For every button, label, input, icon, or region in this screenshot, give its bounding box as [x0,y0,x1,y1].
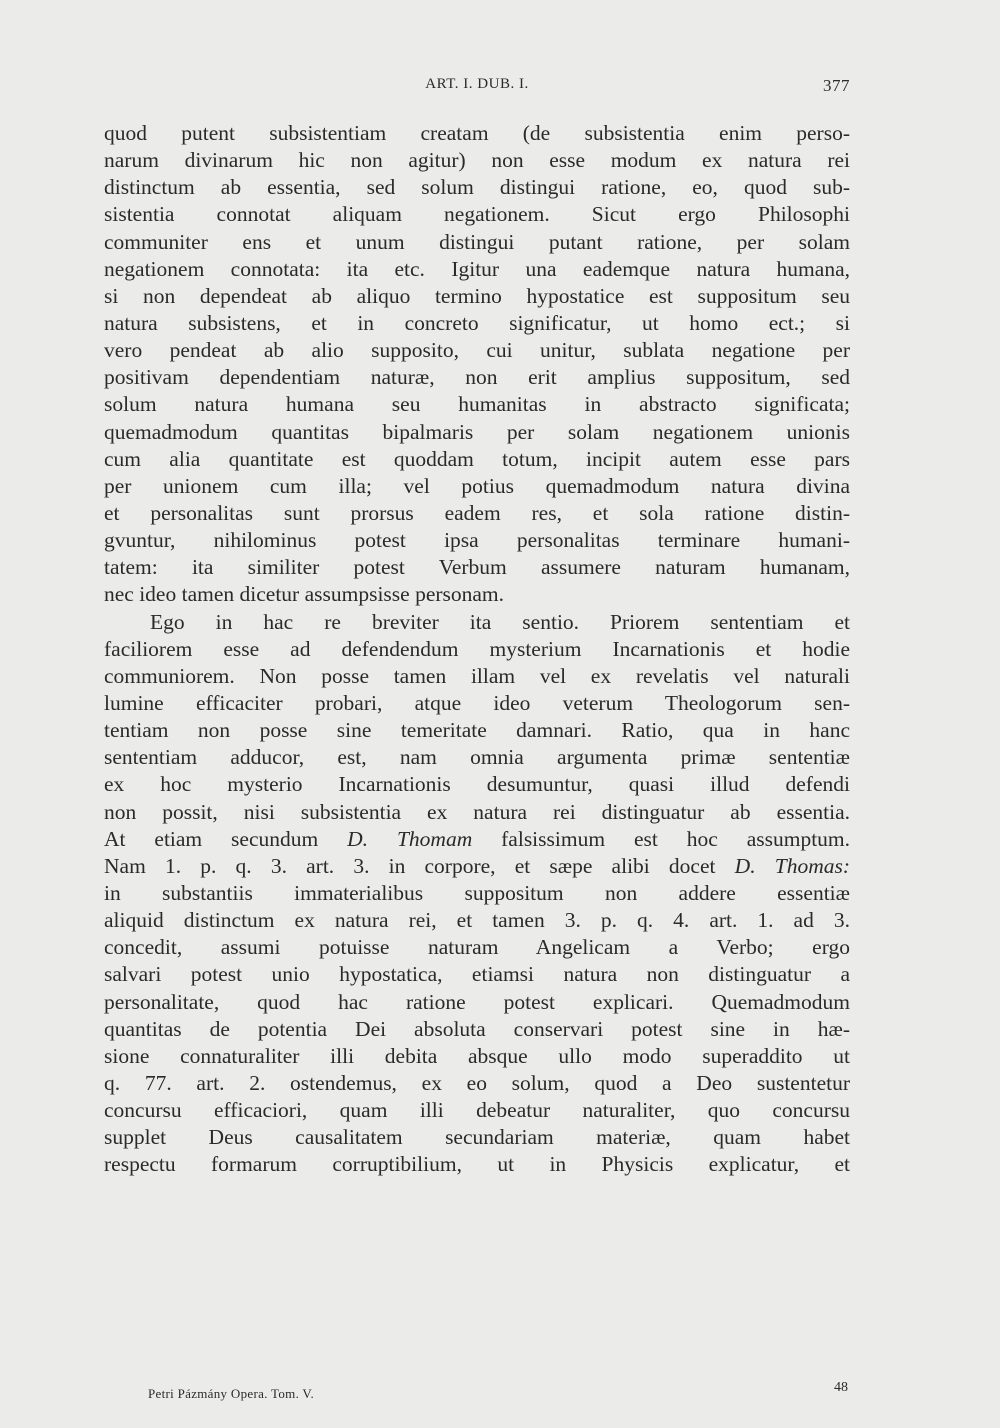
text-line: ex hoc mysterio Incarnationis desumuntur, quasi illud defendi [104,772,850,797]
text-line: natura subsistens, et in concreto significatur, ut homo ect.; si [104,310,850,335]
text-line: si non dependeat ab aliquo termino hypostatice est suppositum seu [104,283,850,308]
text-segment-italic: D. Thomam [347,826,473,851]
text-line: gvuntur, nihilominus potest ipsa personalitas terminare humani- [104,528,850,553]
text-line: positivam dependentiam naturæ, non erit amplius suppositum, sed [104,365,850,390]
text-line: tatem: ita similiter potest Verbum assumere naturam humanam, [104,555,850,580]
text-line: supplet Deus causalitatem secundariam materiæ, quam habet [104,1125,850,1150]
text-line: solum natura humana seu humanitas in abstracto significata; [104,392,850,417]
signature-mark: 48 [834,1380,848,1395]
text-segment: falsissimum est hoc assumptum. [501,826,851,851]
text-line: distinctum ab essentia, sed solum distingui ratione, eo, quod sub- [104,175,850,200]
body-text [104,120,850,1178]
text-line: et personalitas sunt prorsus eadem res, et sola ratione distin- [104,500,850,525]
footer-signature: Petri Pázmány Opera. Tom. V. [148,1386,314,1401]
text-line: in substantiis immaterialibus suppositum non addere essentiæ [104,880,850,905]
text-line: q. 77. art. 2. ostendemus, ex eo solum, quod a Deo sustentetur [104,1070,850,1095]
text-line: concursu efficaciori, quam illi debeatur naturaliter, quo concursu [104,1098,850,1123]
text-line: sententiam adducor, est, nam omnia argumenta primæ sententiæ [104,745,850,770]
text-line: quod putent subsistentiam creatam (de subsistentia enim perso- [104,121,850,145]
text-line: vero pendeat ab alio supposito, cui unitur, sublata negatione per [104,338,850,363]
running-head: ART. I. DUB. I. [425,76,529,92]
text-line: lumine efficaciter probari, atque ideo veterum Theologorum sen- [104,690,850,715]
text-line: per unionem cum illa; vel potius quemadmodum natura divina [104,473,850,498]
text-line: communiter ens et unum distingui putant ratione, per solam [104,229,850,254]
text-line: concedit, assumi potuisse naturam Angelicam a Verbo; ergo [104,935,850,960]
text-line: sistentia connotat aliquam negationem. Sicut ergo Philosophi [104,202,850,227]
text-line: faciliorem esse ad defendendum mysterium Incarnationis et hodie [104,636,850,661]
page-header [104,76,850,100]
text-line: cum alia quantitate est quoddam totum, incipit autem esse pars [104,446,850,471]
text-segment-italic: D. Thomas: [734,853,850,878]
text-line: quantitas de potentia Dei absoluta conservari potest sine in hæ- [104,1016,850,1041]
text-line: narum divinarum hic non agitur) non esse modum ex natura rei [104,148,850,173]
text-line: tentiam non posse sine temeritate damnari. Ratio, qua in hanc [104,718,850,743]
text-line [104,853,850,880]
text-line: non possit, nisi subsistentia ex natura rei distinguatur ab essentia. [104,799,850,824]
text-line: negationem connotata: ita etc. Igitur una eademque natura humana, [104,256,850,281]
text-segment: Nam 1. p. q. 3. art. 3. in corpore, et sæpe alibi docet [104,853,716,878]
text-line: aliquid distinctum ex natura rei, et tamen 3. p. q. 4. art. 1. ad 3. [104,908,850,933]
text-line: nec ideo tamen dicetur assumpsisse personam. [104,582,505,607]
page-number: 377 [823,76,850,95]
text-line: sione connaturaliter illi debita absque ullo modo superaddito ut [104,1043,850,1068]
text-line: Ego in hac re breviter ita sentio. Priorem sententiam et [150,609,850,634]
text-line [104,826,850,853]
text-line: personalitate, quod hac ratione potest explicari. Quemadmodum [104,989,850,1014]
text-line: quemadmodum quantitas bipalmaris per solam negationem unionis [104,419,850,444]
text-line: salvari potest unio hypostatica, etiamsi natura non distinguatur a [104,962,850,987]
text-line: respectu formarum corruptibilium, ut in Physicis explicatur, et [104,1152,850,1177]
text-segment: At etiam secundum [104,826,319,851]
text-line: communiorem. Non posse tamen illam vel ex revelatis vel naturali [104,663,850,688]
